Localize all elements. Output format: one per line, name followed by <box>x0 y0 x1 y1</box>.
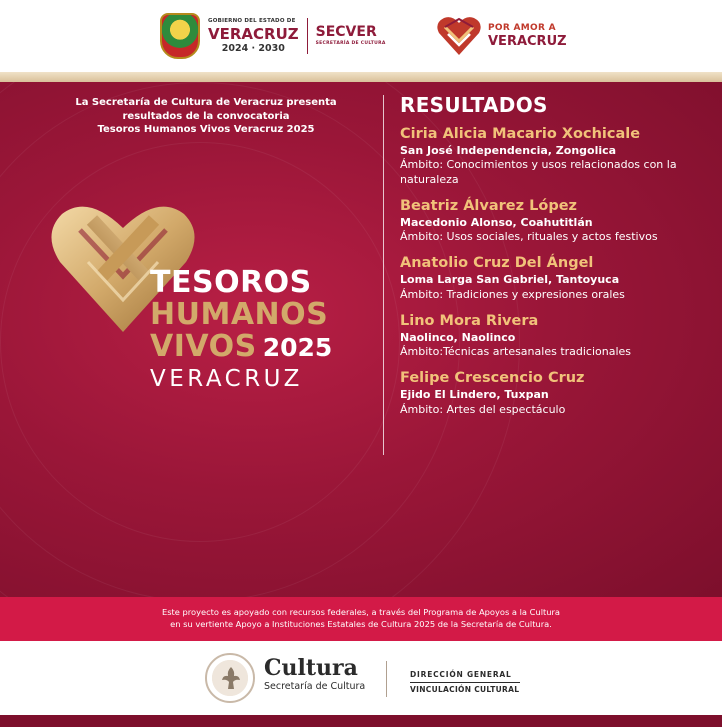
results-heading: RESULTADOS <box>400 93 548 117</box>
result-place: Loma Larga San Gabriel, Tantoyuca <box>400 273 620 287</box>
result-scope: Ámbito: Usos sociales, rituales y actos festivos <box>400 230 658 244</box>
result-item <box>400 314 700 360</box>
tesoros-title <box>150 265 360 392</box>
result-place: Ejido El Lindero, Tuxpan <box>400 388 549 402</box>
footer-text <box>81 607 641 630</box>
veracruz-coat-of-arms-icon <box>160 13 200 59</box>
direccion-general-logo <box>410 671 520 695</box>
dg-line-1: DIRECCIÓN GENERAL <box>410 670 512 679</box>
result-place: San José Independencia, Zongolica <box>400 143 617 157</box>
title-line-3: VIVOS <box>150 329 257 364</box>
cultura-big-label: Cultura <box>264 655 358 681</box>
title-year: 2025 <box>262 333 333 362</box>
header-divider <box>307 18 308 54</box>
title-line-1: TESOROS <box>150 265 312 300</box>
gold-band <box>0 72 722 82</box>
top-header <box>0 0 722 72</box>
pam-small-label: POR AMOR A <box>488 23 556 33</box>
result-scope: Ámbito: Conocimientos y usos relacionados con la naturaleza <box>400 158 677 186</box>
cultura-small-label: Secretaría de Cultura <box>264 681 366 692</box>
result-place: Naolinco, Naolinco <box>400 330 516 344</box>
title-line-4: VERACRUZ <box>150 366 303 392</box>
footer-line-2: en su vertiente Apoyo a Instituciones Estatales de Cultura 2025 de la Secretaría de Cultura. <box>170 619 552 629</box>
intro-line-2: resultados de la convocatoria <box>122 110 290 122</box>
result-name: Felipe Crescencio Cruz <box>400 370 585 387</box>
intro-line-3: Tesoros Humanos Vivos Veracruz 2025 <box>97 124 315 135</box>
result-name: Beatriz Álvarez López <box>400 197 577 214</box>
gobierno-veracruz-logo <box>160 10 386 62</box>
gov-years-label: 2024 · 2030 <box>221 42 285 54</box>
footer-strip <box>0 597 722 641</box>
gov-small-label: GOBIERNO DEL ESTADO DE <box>208 18 296 24</box>
gov-big-label: VERACRUZ <box>208 24 299 43</box>
eagle-icon <box>220 665 242 691</box>
intro-text <box>46 96 366 137</box>
result-name: Lino Mora Rivera <box>400 312 539 329</box>
secver-logo <box>316 25 386 47</box>
bottom-logos <box>0 641 722 715</box>
result-scope: Ámbito: Tradiciones y expresiones orales <box>400 287 625 301</box>
heart-chevron-icon <box>436 15 482 57</box>
result-scope: Ámbito: Artes del espectáculo <box>400 402 566 416</box>
pam-big-label: VERACRUZ <box>488 34 567 49</box>
intro-line-1: La Secretaría de Cultura de Veracruz presenta <box>75 97 337 108</box>
result-item <box>400 371 700 417</box>
result-item <box>400 127 700 187</box>
result-name: Ciria Alicia Macario Xochicale <box>400 126 641 142</box>
result-item <box>400 199 700 245</box>
results-list <box>400 95 700 417</box>
secver-big-label: SECVER <box>315 24 377 41</box>
dg-line-2: VINCULACIÓN CULTURAL <box>410 685 520 695</box>
result-item <box>400 256 700 302</box>
por-amor-a-veracruz-logo <box>436 14 567 58</box>
cultura-logo <box>264 657 365 692</box>
result-place: Macedonio Alonso, Coahutitlán <box>400 215 593 229</box>
result-name: Anatolio Cruz Del Ángel <box>400 255 594 272</box>
result-scope: Ámbito:Técnicas artesanales tradicionales <box>400 345 632 359</box>
bottom-edge <box>0 715 722 727</box>
title-line-2: HUMANOS <box>150 297 329 332</box>
footer-line-1: Este proyecto es apoyado con recursos federales, a través del Programa de Apoyos a la Cultura <box>161 607 561 618</box>
secver-small-label: SECRETARÍA DE CULTURA <box>315 41 386 47</box>
vertical-divider <box>383 95 384 455</box>
dg-rule <box>410 682 520 683</box>
bottom-divider <box>386 661 387 697</box>
mexico-seal-icon <box>205 653 255 703</box>
